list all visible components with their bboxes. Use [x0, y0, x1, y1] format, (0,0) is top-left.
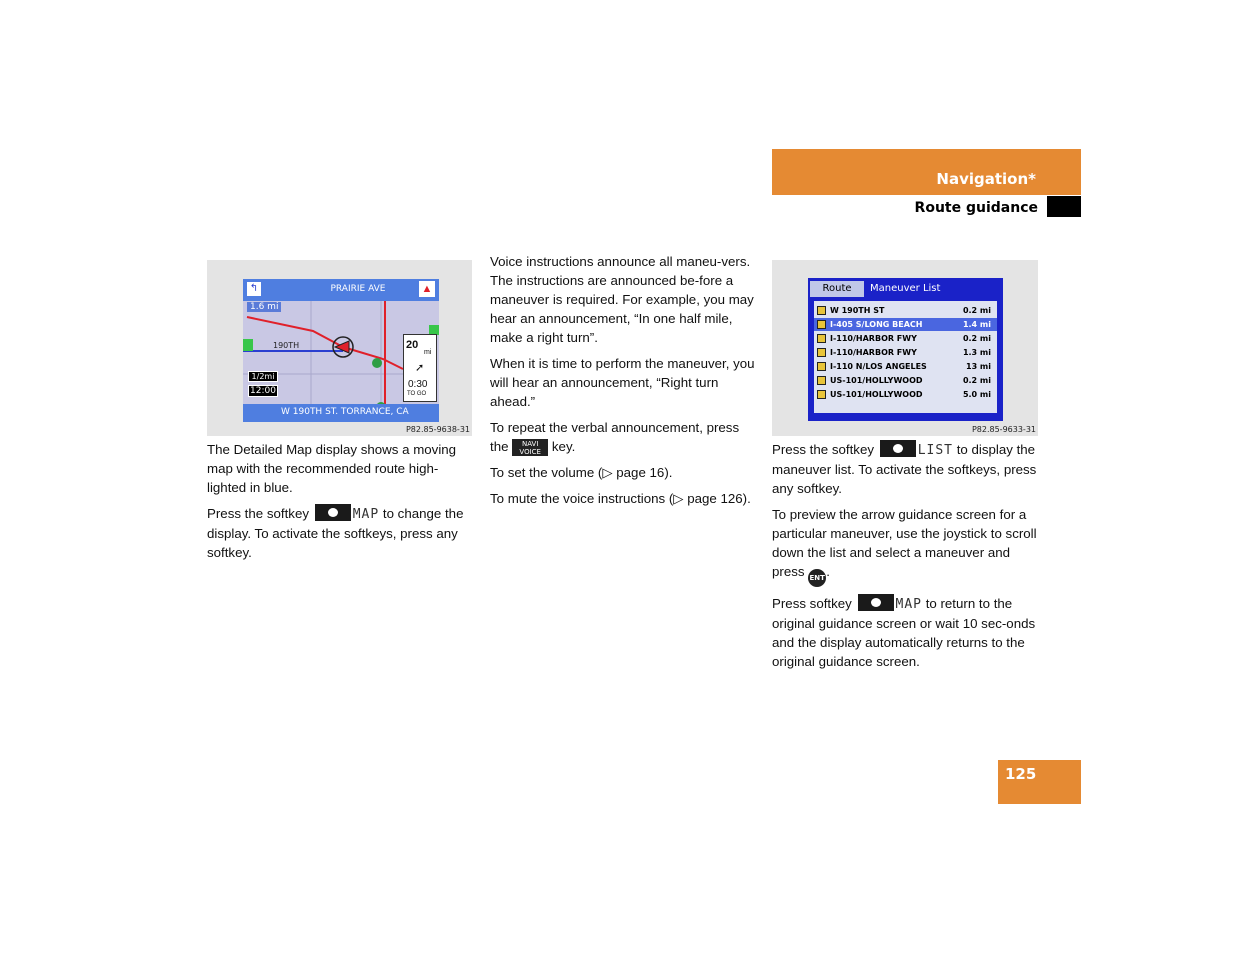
remaining-distance-unit: mi — [424, 349, 432, 356]
chapter-header-band — [772, 149, 1081, 195]
maneuver-arrow-icon — [817, 334, 826, 343]
maneuver-row: US-101/HOLLYWOOD 0.2 mi — [814, 374, 997, 387]
road-label: 190TH — [273, 341, 300, 350]
remaining-time: 0:30 — [408, 379, 428, 390]
maneuver-arrow-icon — [817, 306, 826, 315]
paragraph: The Detailed Map display shows a moving map with the recommended route high-lighted in blue. — [207, 442, 457, 495]
trip-info-panel — [403, 334, 437, 402]
maneuver-arrow-icon — [817, 376, 826, 385]
page-number-tab — [998, 760, 1081, 804]
softkey-icon — [880, 440, 916, 457]
figure-code: P82.85-9638-31 — [405, 425, 470, 434]
paragraph: Press the softkey MAP to change the display. To activate the softkeys, press any softkey. — [207, 506, 464, 560]
softkey-label: MAP — [895, 597, 922, 612]
map-bottom-bar — [243, 404, 439, 422]
paragraph: When it is time to perform the maneuver, you will hear an announcement, “Right turn ahead.” — [490, 356, 755, 409]
paragraph: To mute the voice instructions (▷ page 126). — [490, 491, 751, 506]
maneuver-row: I-110 N/LOS ANGELES 13 mi — [814, 360, 997, 373]
maneuver-list-screen — [808, 278, 1003, 421]
section-marker — [1047, 196, 1081, 217]
maneuver-row: US-101/HOLLYWOOD 5.0 mi — [814, 388, 997, 401]
map-top-bar — [243, 279, 439, 301]
section-title: Route guidance — [914, 200, 1038, 216]
page-number: 125 — [1005, 765, 1037, 783]
column-1 — [207, 440, 473, 569]
maneuver-list-figure — [772, 260, 1038, 436]
maneuver-list — [814, 301, 997, 413]
map-screen — [243, 279, 439, 422]
tab-route: Route — [810, 281, 864, 297]
softkey-icon — [858, 594, 894, 611]
figure-code: P82.85-9633-31 — [971, 425, 1036, 434]
paragraph: To set the volume (▷ page 16). — [490, 465, 673, 480]
paragraph: Voice instructions announce all maneu-vers. The instructions are announced be-fore a maneuver is required. For example, you may hear an announcement, “In one half mile, make a right turn”. — [490, 254, 754, 345]
maneuver-row-selected: I-405 S/LONG BEACH 1.4 mi — [814, 318, 997, 331]
maneuver-row: I-110/HARBOR FWY 0.2 mi — [814, 332, 997, 345]
maneuver-arrow-icon — [817, 362, 826, 371]
maneuver-arrow-icon — [817, 320, 826, 329]
paragraph: Press softkey MAP to return to the original guidance screen or wait 10 sec-onds and the display automatically returns to the original guidance screen. — [772, 596, 1036, 669]
maneuver-row: W 190TH ST 0.2 mi — [814, 304, 997, 317]
navi-voice-key-icon: NAVI VOICE — [512, 439, 548, 456]
location-label: W 190TH ST. TORRANCE, CA — [281, 407, 409, 417]
maneuver-arrow-icon — [817, 390, 826, 399]
tab-maneuver-list: Maneuver List — [870, 283, 941, 294]
current-street-label: PRAIRIE AVE — [330, 284, 386, 294]
maneuver-row: I-110/HARBOR FWY 1.3 mi — [814, 346, 997, 359]
turn-left-icon: ↰ — [247, 282, 261, 296]
softkey-label: LIST — [917, 443, 954, 458]
clock-label: 12:00 — [248, 385, 278, 397]
cursor-icon: ➚ — [415, 362, 425, 374]
to-go-label: TO GO — [407, 391, 427, 397]
softkey-icon — [315, 504, 351, 521]
column-2 — [490, 252, 758, 515]
column-3 — [772, 440, 1040, 678]
paragraph: Press the softkey LIST to display the maneuver list. To activate the softkeys, press any softkey. — [772, 442, 1037, 496]
paragraph: To preview the arrow guidance screen for a particular maneuver, use the joystick to scroll down the list and select a maneuver and press ENT. — [772, 505, 1040, 587]
distance-to-turn: 1.6 mi — [247, 302, 281, 312]
detailed-map-figure — [207, 260, 472, 436]
paragraph: To repeat the verbal announcement, press the NAVI VOICE key. — [490, 420, 740, 456]
warning-icon: ▲ — [419, 281, 435, 297]
remaining-distance: 20 — [406, 339, 419, 351]
ent-key-icon: ENT — [808, 569, 826, 587]
map-scale-label: 1/2mi — [248, 371, 278, 382]
chapter-title: Navigation* — [936, 170, 1036, 188]
maneuver-arrow-icon — [817, 348, 826, 357]
softkey-label: MAP — [352, 507, 380, 522]
